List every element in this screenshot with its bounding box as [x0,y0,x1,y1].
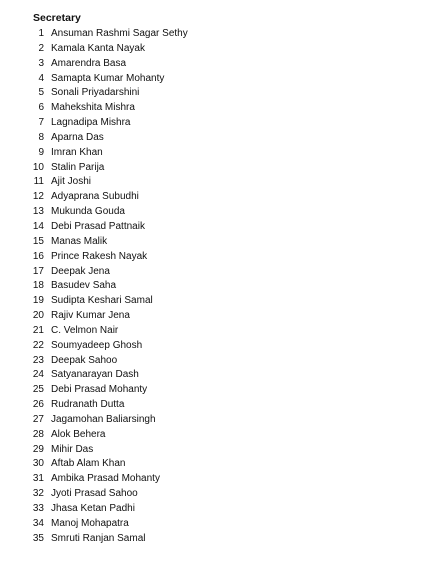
list-item-name: Mukunda Gouda [51,206,125,218]
list-item-number: 6 [38,102,44,114]
list-item [0,502,445,517]
list-item-name: Sonali Priyadarshini [51,87,140,99]
list-item [0,250,445,265]
list-item-name: Satyanarayan Dash [51,369,139,381]
list-item-number: 3 [38,57,44,69]
list-item [0,457,445,472]
list-item [0,398,445,413]
list-item [0,294,445,309]
list-item [0,472,445,487]
list-item-number: 11 [33,176,44,188]
list-item-name: Ajit Joshi [51,176,92,188]
list-item [0,339,445,354]
list-item-name: Debi Prasad Pattnaik [51,220,145,232]
list-item-name: Basudev Saha [51,280,117,292]
list-item-name: Ambika Prasad Mohanty [51,473,160,485]
list-item [0,383,445,398]
list-item-name: Stalin Parija [51,161,105,173]
list-item-name: Manas Malik [51,235,108,247]
list-item-name: C. Velmon Nair [51,324,119,336]
list-item-name: Smruti Ranjan Samal [51,532,146,544]
list-item-name: Rudranath Dutta [51,399,125,411]
list-item-number: 33 [32,503,44,514]
list-item-name: Aparna Das [51,131,104,143]
list-item [0,532,445,547]
list-item-number: 22 [32,339,44,351]
list-item-number: 2 [38,42,44,54]
section-heading: Secretary [33,12,81,24]
list-item-number: 25 [32,384,44,396]
list-item-number: 24 [32,369,44,381]
list-item-name: Jhasa Ketan Padhi [51,503,135,514]
list-item-name: Aftab Alam Khan [51,458,126,470]
list-item-number: 1 [38,28,44,39]
list-item [0,146,445,161]
list-item-name: Soumyadeep Ghosh [51,339,143,351]
list-item [0,487,445,502]
list-item-name: Jyoti Prasad Sahoo [51,488,138,500]
list-item-number: 23 [32,354,44,366]
list-item [0,190,445,205]
list-item-name: Mihir Das [51,443,94,455]
list-item-number: 12 [32,191,44,203]
list-item-name: Adyaprana Subudhi [51,191,139,203]
list-item-name: Jagamohan Baliarsingh [51,413,156,425]
list-item-number: 9 [38,146,44,158]
list-item [0,57,445,72]
list-item-name: Ansuman Rashmi Sagar Sethy [51,28,188,39]
list-item [0,368,445,383]
list-item-name: Amarendra Basa [51,57,127,69]
list-item-name: Mahekshita Mishra [51,102,135,114]
list-item-number: 17 [32,265,44,277]
list-item [0,279,445,294]
list-item [0,72,445,87]
list-item [0,42,445,57]
list-item-number: 18 [32,280,44,292]
list-item-number: 19 [32,295,44,307]
list-item [0,309,445,324]
list-item-number: 4 [38,72,44,84]
list-item-name: Deepak Jena [51,265,110,277]
list-item [0,27,445,42]
list-item [0,324,445,339]
list-item-number: 14 [32,220,44,232]
list-item [0,413,445,428]
list-item-number: 21 [32,324,44,336]
list-item [0,517,445,532]
list-item-name: Prince Rakesh Nayak [51,250,148,262]
list-item-number: 26 [32,399,44,411]
list-item-number: 27 [32,413,44,425]
list-item-name: Deepak Sahoo [51,354,118,366]
list-item-number: 13 [32,206,44,218]
list-item-name: Sudipta Keshari Samal [51,295,153,307]
list-item-number: 28 [32,428,44,440]
list-item-number: 35 [32,532,44,544]
list-item [0,443,445,458]
list-item-number: 15 [32,235,44,247]
list-item [0,175,445,190]
list-item [0,265,445,280]
list-item-number: 30 [32,458,44,470]
list-item-name: Manoj Mohapatra [51,517,129,529]
list-item-number: 5 [38,87,44,99]
list-item-name: Kamala Kanta Nayak [51,42,145,54]
member-list [0,27,445,547]
list-item-number: 29 [32,443,44,455]
list-item [0,86,445,101]
list-item [0,428,445,443]
list-item-name: Alok Behera [51,428,106,440]
list-item [0,235,445,250]
list-item-number: 8 [38,131,44,143]
list-item-number: 32 [32,488,44,500]
list-item-number: 10 [32,161,44,173]
list-item-name: Imran Khan [51,146,103,158]
list-item [0,131,445,146]
list-item-number: 20 [32,310,44,322]
list-item-name: Samapta Kumar Mohanty [51,72,165,84]
list-item [0,116,445,131]
list-item [0,354,445,369]
list-item-name: Debi Prasad Mohanty [51,384,148,396]
list-item-name: Lagnadipa Mishra [51,117,131,129]
list-item [0,101,445,116]
list-item [0,220,445,235]
list-item-number: 34 [32,517,44,529]
list-item [0,205,445,220]
list-item-number: 16 [32,250,44,262]
list-item-number: 7 [38,117,44,129]
list-item-name: Rajiv Kumar Jena [51,310,130,322]
list-item [0,161,445,176]
list-item-number: 31 [32,473,44,485]
